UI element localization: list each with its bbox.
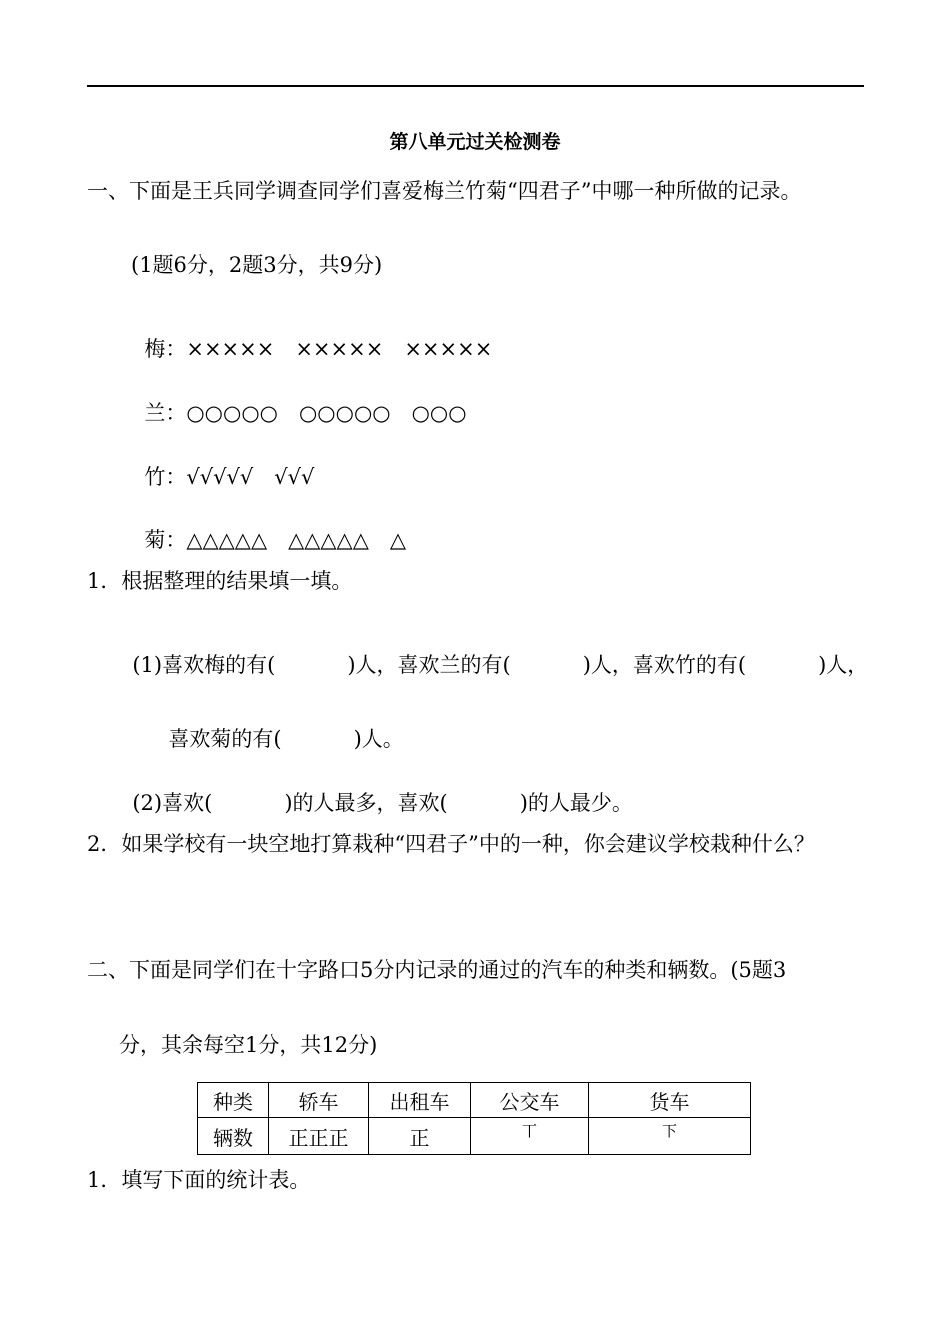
record-orchid <box>131 382 467 424</box>
record-label: 梅： <box>144 337 187 361</box>
section1-heading: 一、下面是王兵同学调查同学们喜爱梅兰竹菊“四君子”中哪一种所做的记录。 <box>87 179 802 203</box>
table-header-cell: 种类 <box>198 1083 269 1118</box>
section2-heading-line1: 二、下面是同学们在十字路口5分内记录的通过的汽车的种类和辆数。(5题3 <box>87 958 787 982</box>
record-marks: ××××× ××××× ××××× <box>186 337 493 361</box>
s2-q1-prompt: 1．填写下面的统计表。 <box>87 1168 311 1192</box>
section1-scoring: (1题6分，2题3分，共9分) <box>131 253 383 277</box>
question-text: )人，喜欢竹的有( <box>582 653 747 677</box>
section2-heading-line2: 分，其余每空1分，共12分) <box>119 1033 378 1057</box>
question-text: )人。 <box>353 727 404 751</box>
table-cell: 正正正 <box>269 1118 369 1155</box>
s1-q1-part1-line2 <box>155 708 404 750</box>
table-row <box>198 1083 751 1118</box>
table-header-cell: 辆数 <box>198 1118 269 1155</box>
record-chrysanthemum <box>131 509 406 551</box>
vehicle-record-table <box>197 1082 751 1155</box>
table-cell: 正 <box>369 1118 471 1155</box>
table-cell: 下 <box>589 1118 751 1155</box>
table-cell: 货车 <box>589 1083 751 1118</box>
table-cell: 轿车 <box>269 1083 369 1118</box>
record-label: 竹： <box>144 465 187 489</box>
table-cell: 出租车 <box>369 1083 471 1118</box>
header-rule <box>87 85 864 87</box>
page-title: 第八单元过关检测卷 <box>389 131 561 153</box>
record-label: 兰： <box>144 401 187 425</box>
question-text: )的人最少。 <box>519 791 633 815</box>
table-cell: 丅 <box>471 1118 589 1155</box>
question-text: (2)喜欢( <box>132 791 213 815</box>
record-marks: ○○○○○ ○○○○○ ○○○ <box>186 401 467 425</box>
record-marks: √√√√√ √√√ <box>186 465 315 489</box>
s1-q1-part1-line1 <box>119 634 868 676</box>
record-bamboo <box>131 446 314 488</box>
record-plum <box>131 318 492 360</box>
question-text: )人， <box>818 653 869 677</box>
question-text: 喜欢菊的有( <box>168 727 282 751</box>
table-cell: 公交车 <box>471 1083 589 1118</box>
s1-q2-prompt: 2．如果学校有一块空地打算栽种“四君子”中的一种，你会建议学校栽种什么？ <box>87 832 815 856</box>
record-marks: △△△△△ △△△△△ △ <box>186 528 407 552</box>
question-text: (1)喜欢梅的有( <box>132 653 276 677</box>
table-row <box>198 1118 751 1155</box>
record-label: 菊： <box>144 528 187 552</box>
question-text: )人，喜欢兰的有( <box>347 653 511 677</box>
question-text: )的人最多，喜欢( <box>284 791 448 815</box>
s1-q1-prompt: 1．根据整理的结果填一填。 <box>87 569 353 593</box>
s1-q1-part2 <box>119 772 633 814</box>
